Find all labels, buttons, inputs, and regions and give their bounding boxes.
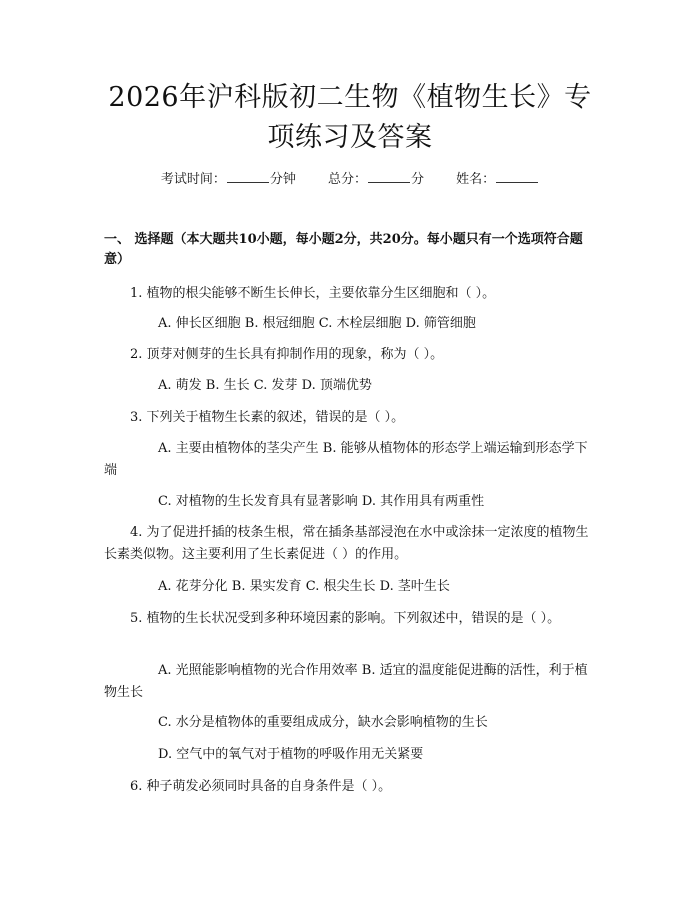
exam-time-blank [227,168,269,183]
question-option: D. 空气中的氧气对于植物的呼吸作用无关紧要 [158,747,424,762]
question-option: A. 萌发 B. 生长 C. 发芽 D. 顶端优势 [158,378,372,393]
question-stem: 5. 植物的生长状况受到多种环境因素的影响。下列叙述中，错误的是（ ）。 [130,611,561,626]
question-4 [104,522,596,566]
question-2 [104,344,596,366]
total-score-blank [368,168,410,183]
name-label: 姓名： [456,172,496,187]
question-option: A. 伸长区细胞 B. 根冠细胞 C. 木栓层细胞 D. 筛管细胞 [158,316,476,331]
total-score-field [328,172,428,187]
question-stem: 1. 植物的根尖能够不断生长伸长，主要依靠分生区细胞和（ ）。 [130,286,496,301]
exam-time-field [161,172,300,187]
question-option: C. 水分是植物体的重要组成成分，缺水会影响植物的生长 [158,715,488,730]
name-blank [496,168,538,183]
question-option: A. 花芽分化 B. 果实发育 C. 根尖生长 D. 茎叶生长 [158,579,450,594]
question-5-options-2 [104,712,596,734]
question-5-options-3 [104,744,596,766]
document-title: 2026年沪科版初二生物《植物生长》专项练习及答案 [108,82,592,153]
question-option: A. 主要由植物体的茎尖产生 B. 能够从植物体的形态学上端运输到形态学下端 [104,441,588,478]
exam-time-label: 考试时间： [160,172,226,187]
exam-time-unit: 分钟 [269,172,296,187]
question-3 [104,407,596,429]
total-score-unit: 分 [411,172,425,187]
question-option: A. 光照能影响植物的光合作用效率 B. 适宜的温度能促进酶的活性，利于植物生长 [104,663,588,700]
question-stem: 4. 为了促进扦插的枝条生根，常在插条基部浸泡在水中或涂抹一定浓度的植物生长素类似物。这主要利用了生长素促进（ ）的作用。 [104,525,589,562]
section-heading: 一、 选择题（本大题共10小题，每小题2分，共20分。每小题只有一个选项符合题意） [104,232,583,267]
question-1-options [104,313,596,335]
question-stem: 6. 种子萌发必须同时具备的自身条件是（ ）。 [130,779,392,794]
question-5-options [104,660,596,704]
total-score-label: 总分： [327,172,367,187]
question-2-options [104,375,596,397]
question-3-options-2 [104,491,596,513]
question-option: C. 对植物的生长发育具有显著影响 D. 其作用具有两重性 [158,494,485,509]
question-stem: 2. 顶芽对侧芽的生长具有抑制作用的现象，称为（ ）。 [130,347,444,362]
name-field [456,172,539,187]
question-1 [104,283,596,305]
question-6 [104,776,596,798]
question-5 [104,608,596,630]
question-3-options [104,438,596,482]
exam-info-line [0,168,700,190]
question-stem: 3. 下列关于植物生长素的叙述，错误的是（ ）。 [130,410,405,425]
question-4-options [104,576,596,598]
